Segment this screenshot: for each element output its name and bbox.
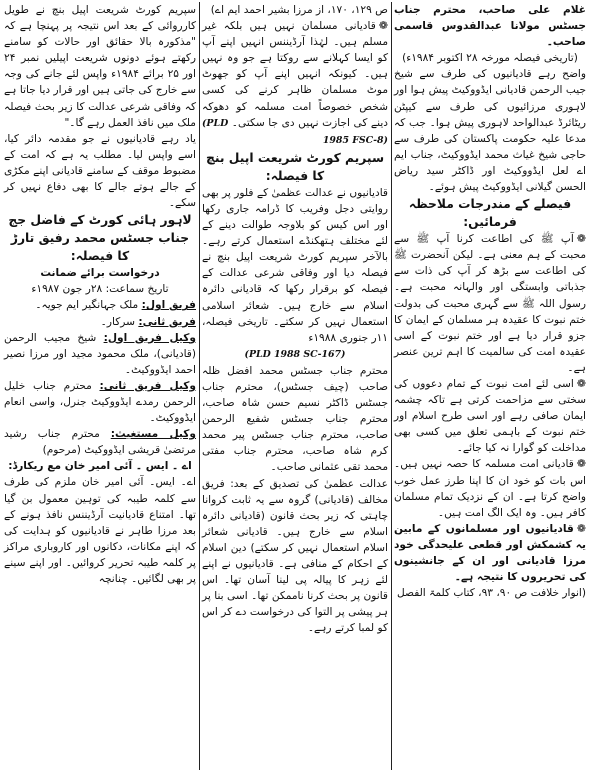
flower-ornament-icon: ❁ (576, 232, 586, 246)
law-reference-line (202, 346, 388, 363)
party-value: محترم جناب رشید مرتضیٰ قریشی ایڈووکیٹ (مرحوم) (4, 428, 196, 457)
bullet-item (394, 521, 586, 585)
party-value: سرکار۔ (100, 315, 135, 328)
flower-ornament-icon: ❁ (576, 376, 586, 390)
bullet-item (394, 456, 586, 520)
flower-ornament-icon: ❁ (576, 521, 586, 535)
party-label: فریق اول: (141, 299, 196, 312)
party-line (4, 378, 196, 426)
bullet-text: قادیانی امت مسلمہ کا حصہ نہیں ہیں۔ اس بات کو خود ان کا اپنا طرز عمل خوب واضح کرتا ہے۔ ان کے نزدیک تمام مسلمان کافر ہیں۔ وہ ایک الگ امت ہیں۔ (394, 458, 586, 519)
paragraph: واضح رہے قادیانیوں کی طرف سے شیخ جیب الرحمن قادیانی ایڈووکیٹ پیش ہوا اور لاہوری مرزائیوں کی طرف سے کیپٹن ریٹائرڈ عبدالواحد لاہوری پیش ہوا۔ جب کہ مدعا علیہ حکومت پاکستان کی طرف سے حاجی شیخ غیاث محمد ایڈووکیٹ، جناب ایم اے لعل ایڈووکیٹ اور ڈاکٹر سید ریاض الحسن گیلانی ایڈووکیٹ پیش ہوئے۔ (394, 68, 586, 194)
paragraph: یاد رہے قادیانیوں نے جو مقدمہ دائر کیا، اسے واپس لیا۔ مطلب یہ ہے کہ امت کے مضبوط موقف کے سامنے قادیانی اپنے مکڑی کے جالے ہوتے جالے کا بھی دفاع نہیں کر سکے۔ (4, 132, 196, 210)
section-heading: فیصلے کے مندرجات ملاحظہ فرمائیں: (408, 197, 572, 230)
left-column (4, 2, 196, 587)
paragraph: عدالت عظمیٰ کی تصدیق کے بعد: فریق مخالف (قادیانی) گروہ سے یہ ثابت کروانا چاہتی کہ زیر بحث قانون (قادیانی دائرہ اسلام سے خارج ہیں۔ قادیانی شعائر اسلام استعمال نہیں کر سکتے) دین اسلام کے احکام کے منافی ہے۔ قادیانیوں نے اپنے لئے زہر کا پیالہ پی لینا آسان تھا۔ اس قانون پر بحث کرنا ناممکن تھا۔ اسی بنا پر ہر پیشی پر التوا کی درخواست دے کر اس کو لمبا کرتے رہے۔ (202, 477, 388, 635)
flower-ornament-icon: ❁ (378, 19, 388, 33)
bullet-text: قادیانی مسلمان نہیں ہیں بلکہ غیر مسلم ہیں۔ لہٰذا آرڈیننس انہیں اپنے آپ کو ایسا کہلانے سے روکتا ہے جو وہ نہیں ہیں۔ کیونکہ انہیں اپنے آپ کو جھوٹ موٹ مسلمان ظاہر کرنے کی کسی شخص خصوصاً امت مسلمہ کو دھوکہ دینے کی اجازت نہیں دی جا سکتی۔ (202, 20, 388, 129)
bullet-text: آپ ﷺ کی اطاعت کرنا آپ ﷺ سے محبت کے ہم معنی ہے۔ لیکن آنحضرت ﷺ کی اطاعت سے بڑھ کر آپ کی ذات سے جذباتی وابستگی اور والہانہ محبت ہے۔ رسول اللہ ﷺ سے گہری محبت کی بدولت ختم نبوت کا عقیدہ ہر مسلمان کے ایمان کا جزو قرار دیا ہے اور ختم نبوت کے اسی عقیدہ امت کی سالمیت کا اہم ترین عنصر ہے۔ (394, 233, 586, 374)
party-label: وکیل فریق اول: (103, 331, 196, 344)
bullet-item (394, 231, 586, 376)
law-reference: (PLD 1988 SC-167) (244, 348, 346, 360)
bullet-text: اسی لئے امت نبوت کے تمام دعووں کی سختی سے مزاحمت کرتی ہے تاکہ چشمہ ایمان صافی رہے اور اسی طرح اسلام اور ختم نبوت کے باہمی تعلق میں کسی بھی مداخلت کو گوارا نہ کیا جائے۔ (394, 377, 586, 455)
bullet-item (202, 18, 388, 149)
paragraph: غلام علی صاحب، محترم جناب جسٹس مولانا عبدالقدوس قاسمی صاحب۔ (394, 4, 586, 49)
party-value: ملک جہانگیر ایم جویہ۔ (35, 299, 139, 312)
bullet-text: قادیانیوں اور مسلمانوں کے مابین یہ کشمکش اور قطعی علیحدگی خود مرزا قادیانی اور ان کے جانشینوں کی تحریروں کا نتیجہ ہے۔ (394, 522, 586, 584)
paragraph: قادیانیوں نے عدالت عظمیٰ کے فلور پر بھی روایتی دجل وفریب کا ڈرامہ جاری رکھا اور اس کیس کو بلاوجہ طوالت دینے کے لئے مختلف ہتھکنڈے استعمال کرتے رہے۔ بالآخر سپریم کورٹ شریعت اپیل بنچ نے فیصلہ دیا اور وفاقی شرعی عدالت کے فیصلہ کو برقرار رکھا کہ قادیانی دائرہ اسلام سے خارج ہیں۔ شعائر اسلامی استعمال نہیں کر سکتے۔ تاریخی فیصلہ، ۱۱ر جنوری ۱۹۸۸ء (202, 186, 388, 344)
citation: (انوار خلافت ص ۹۰، ۹۳، کتاب کلمۃ الفصل (397, 587, 586, 600)
date-reference: (تاریخی فیصلہ مورخہ ۲۸ اکتوبر ۱۹۸۴ء) (402, 52, 578, 65)
sub-heading: اے ۔ ایس ۔ آئی امیر خان مع ریکارڈ: (8, 460, 192, 473)
hearing-date: تاریخ سماعت: ۲۸ر جون ۱۹۸۷ء (31, 283, 169, 296)
party-label: وکیل مستغیث: (110, 428, 196, 441)
column-divider (199, 2, 200, 770)
section-heading: سپریم کورٹ شریعت اپیل بنچ کا فیصلہ: (205, 150, 385, 183)
party-line (4, 330, 196, 378)
citation: ص ۱۲۹، ۱۷۰، از مرزا بشیر احمد ایم اے) (210, 4, 388, 16)
party-value: محترم جناب خلیل الرحمن رمدے ایڈووکیٹ جنرل، واسی انعام ایڈووکیٹ۔ (4, 379, 196, 425)
paragraph: سپریم کورٹ شریعت اپیل بنچ نے طویل کارروائی کے بعد اس نتیجہ پر پہنچا ہے کہ "مذکورہ بالا حقائق اور حالات کو سامنے رکھتے ہوئے دونوں شریعت اپیلیں نمبر ۲۴ اور ۲۵ برائے ۱۹۸۴ء واپس لئے جانے کی وجہ سے خارج کی جاتی ہیں اور قرار دیا جاتا ہے کہ وفاقی شرعی عدالت کا زیر بحث فیصلہ ملک میں نافذ العمل رہے گا۔" (4, 4, 196, 129)
law-reference: (PLD 1985 FSC-8) (202, 117, 388, 146)
flower-ornament-icon: ❁ (576, 457, 586, 471)
party-line (4, 314, 196, 330)
right-column (394, 2, 586, 601)
paragraph: محترم جناب جسٹس محمد افضل ظلہ صاحب (چیف جسٹس)، محترم جناب جسٹس ڈاکٹر نسیم حسن شاہ صاحب، محترم جناب جسٹس شفیع الرحمن صاحب، محترم جناب جسٹس پیر محمد کرم شاہ صاحب، محترم جناب مفتی محمد تقی عثمانی صاحب۔ (202, 364, 388, 474)
party-label: فریق ثانی: (138, 315, 196, 328)
paragraph: اے۔ ایس۔ آئی امیر خان ملزم کی طرف سے کلمہ طیبہ کی توہین معمول بن گیا تھا۔ امتناع قادیانیت آرڈیننس نافذ ہونے کے بعد مرزا طاہر نے قادیانیوں کو ہدایت کی کہ اپنے مکانات، دکانوں اور کاروباری مراکز پر کلمہ طیبہ تحریر کروائیں۔ اور اپنے سینے پر بھی لگائیں۔ چنانچہ (4, 476, 196, 585)
party-line (4, 426, 196, 458)
party-value: شیخ مجیب الرحمن (قادیانی)، ملک محمود مجید اور مرزا نصیر احمد ایڈووکیٹ۔ (4, 331, 196, 376)
sub-heading: درخواست برائے ضمانت (40, 267, 160, 280)
party-line (4, 297, 196, 313)
middle-column (202, 2, 388, 636)
column-divider (391, 2, 392, 770)
bullet-item (394, 376, 586, 456)
section-heading: لاہور ہائی کورٹ کے فاضل جج جناب جسٹس محمد رفیق تارڑ کا فیصلہ: (8, 213, 192, 264)
party-label: وکیل فریق ثانی: (99, 379, 197, 392)
